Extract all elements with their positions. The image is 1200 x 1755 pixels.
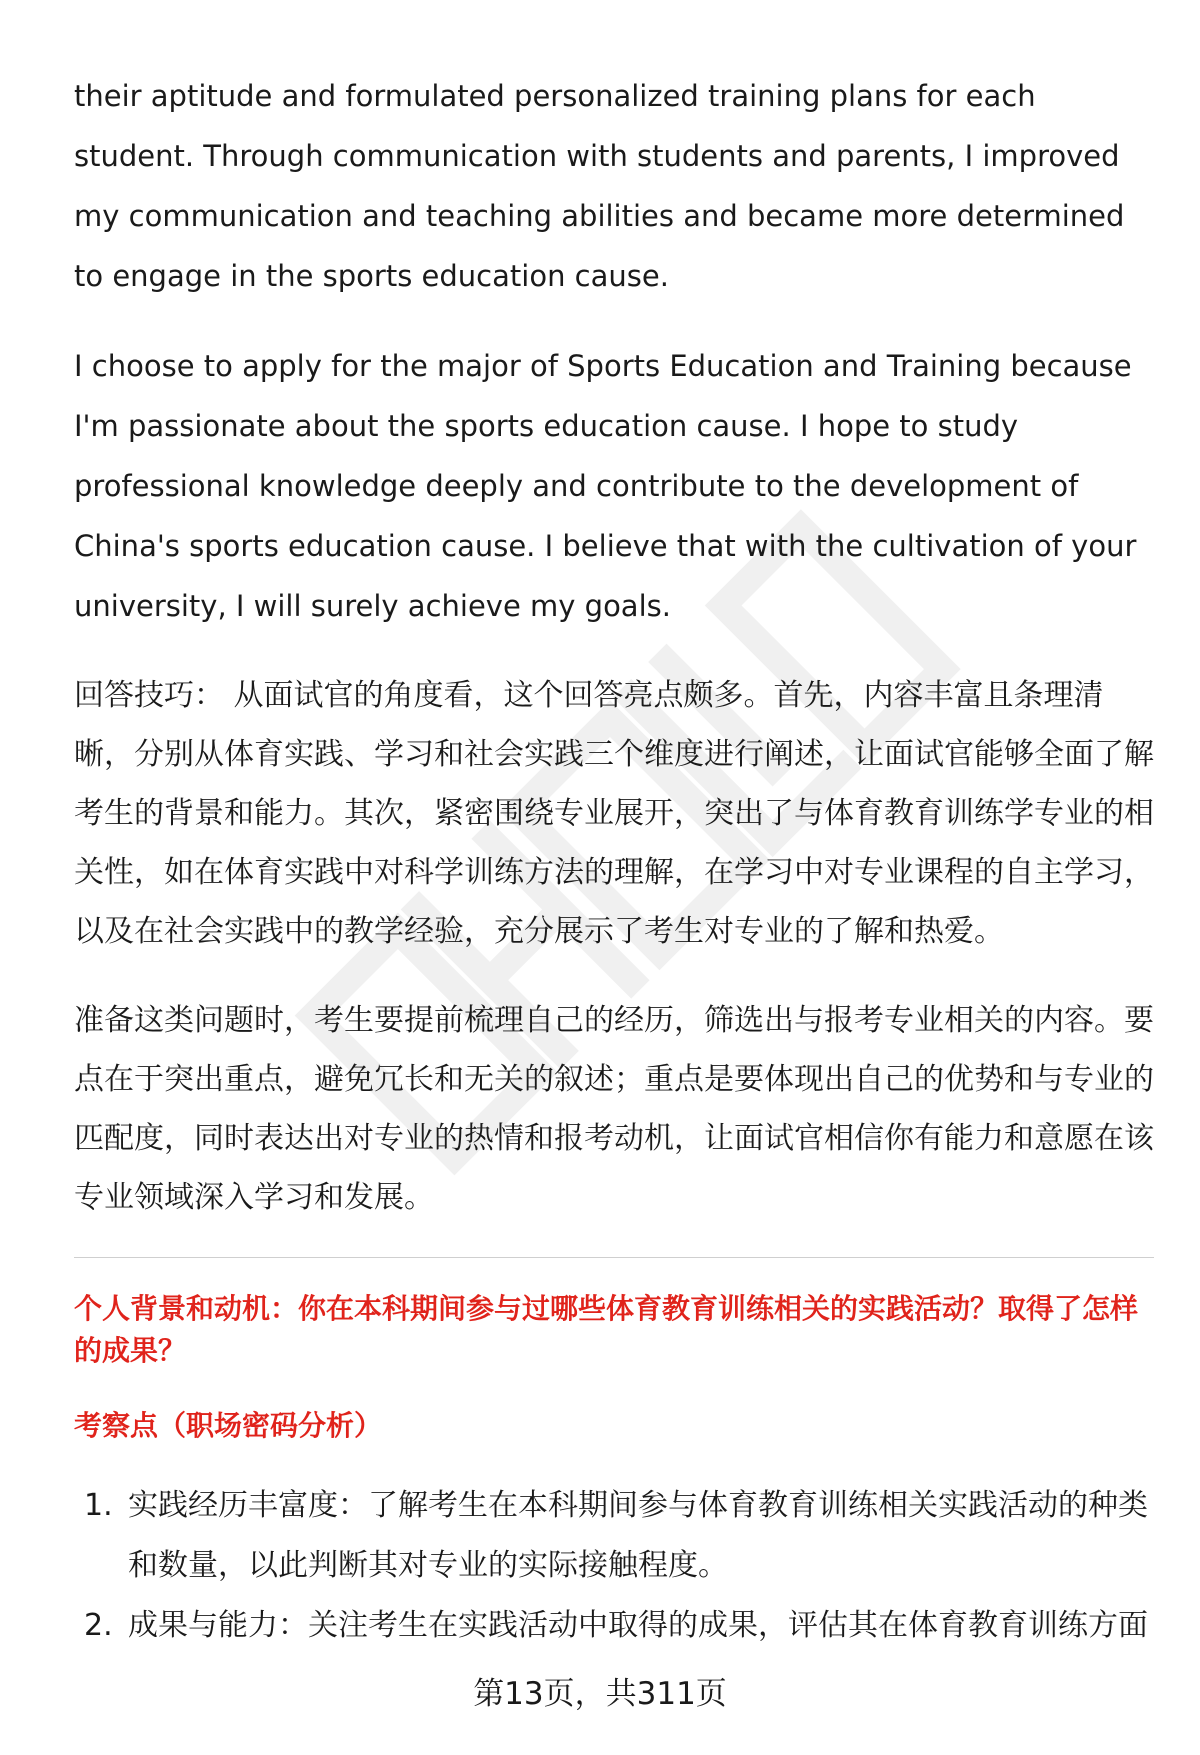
section-divider	[74, 1257, 1154, 1258]
page-content	[74, 66, 1154, 1656]
list-item-text: 实践经历丰富度：了解考生在本科期间参与体育教育训练相关实践活动的种类和数量，以此判断其对专业的实际接触程度。	[128, 1488, 1148, 1583]
list-item	[74, 1596, 1154, 1656]
page-number-footer: 第13页，共311页	[473, 1676, 727, 1712]
assessment-points-heading: 考察点（职场密码分析）	[74, 1409, 383, 1442]
list-item-number: 2.	[84, 1608, 113, 1643]
assessment-points-list	[74, 1476, 1154, 1656]
answer-paragraph-1: their aptitude and formulated personalized training plans for each student. Through communication with students and parents, I improved my communication and teaching abilities and became more determined to engage in the sports education cause.	[74, 79, 1125, 293]
answer-tips-paragraph: 回答技巧： 从面试官的角度看，这个回答亮点颇多。首先，内容丰富且条理清晰，分别从体育实践、学习和社会实践三个维度进行阐述，让面试官能够全面了解考生的背景和能力。其次，紧密围绕专业展开，突出了与体育教育训练学专业的相关性，如在体育实践中对科学训练方法的理解，在学习中对专业课程的自主学习，以及在社会实践中的教学经验，充分展示了考生对专业的了解和热爱。	[74, 678, 1154, 949]
list-item-number: 1.	[84, 1488, 113, 1523]
preparation-advice-paragraph: 准备这类问题时，考生要提前梳理自己的经历，筛选出与报考专业相关的内容。要点在于突出重点，避免冗长和无关的叙述；重点是要体现出自己的优势和与专业的匹配度，同时表达出对专业的热情和报考动机，让面试官相信你有能力和意愿在该专业领域深入学习和发展。	[74, 1003, 1154, 1215]
question-heading: 个人背景和动机：你在本科期间参与过哪些体育教育训练相关的实践活动？取得了怎样的成果？	[74, 1292, 1139, 1367]
list-item-text: 成果与能力：关注考生在实践活动中取得的成果，评估其在体育教育训练方面	[128, 1608, 1148, 1643]
answer-paragraph-2: I choose to apply for the major of Sports Education and Training because I'm passionate about the sports education cause. I hope to study professional knowledge deeply and contribute to the development of China's sports education cause. I believe that with the cultivation of your university, I will surely achieve my goals.	[74, 349, 1137, 623]
list-item	[74, 1476, 1154, 1596]
